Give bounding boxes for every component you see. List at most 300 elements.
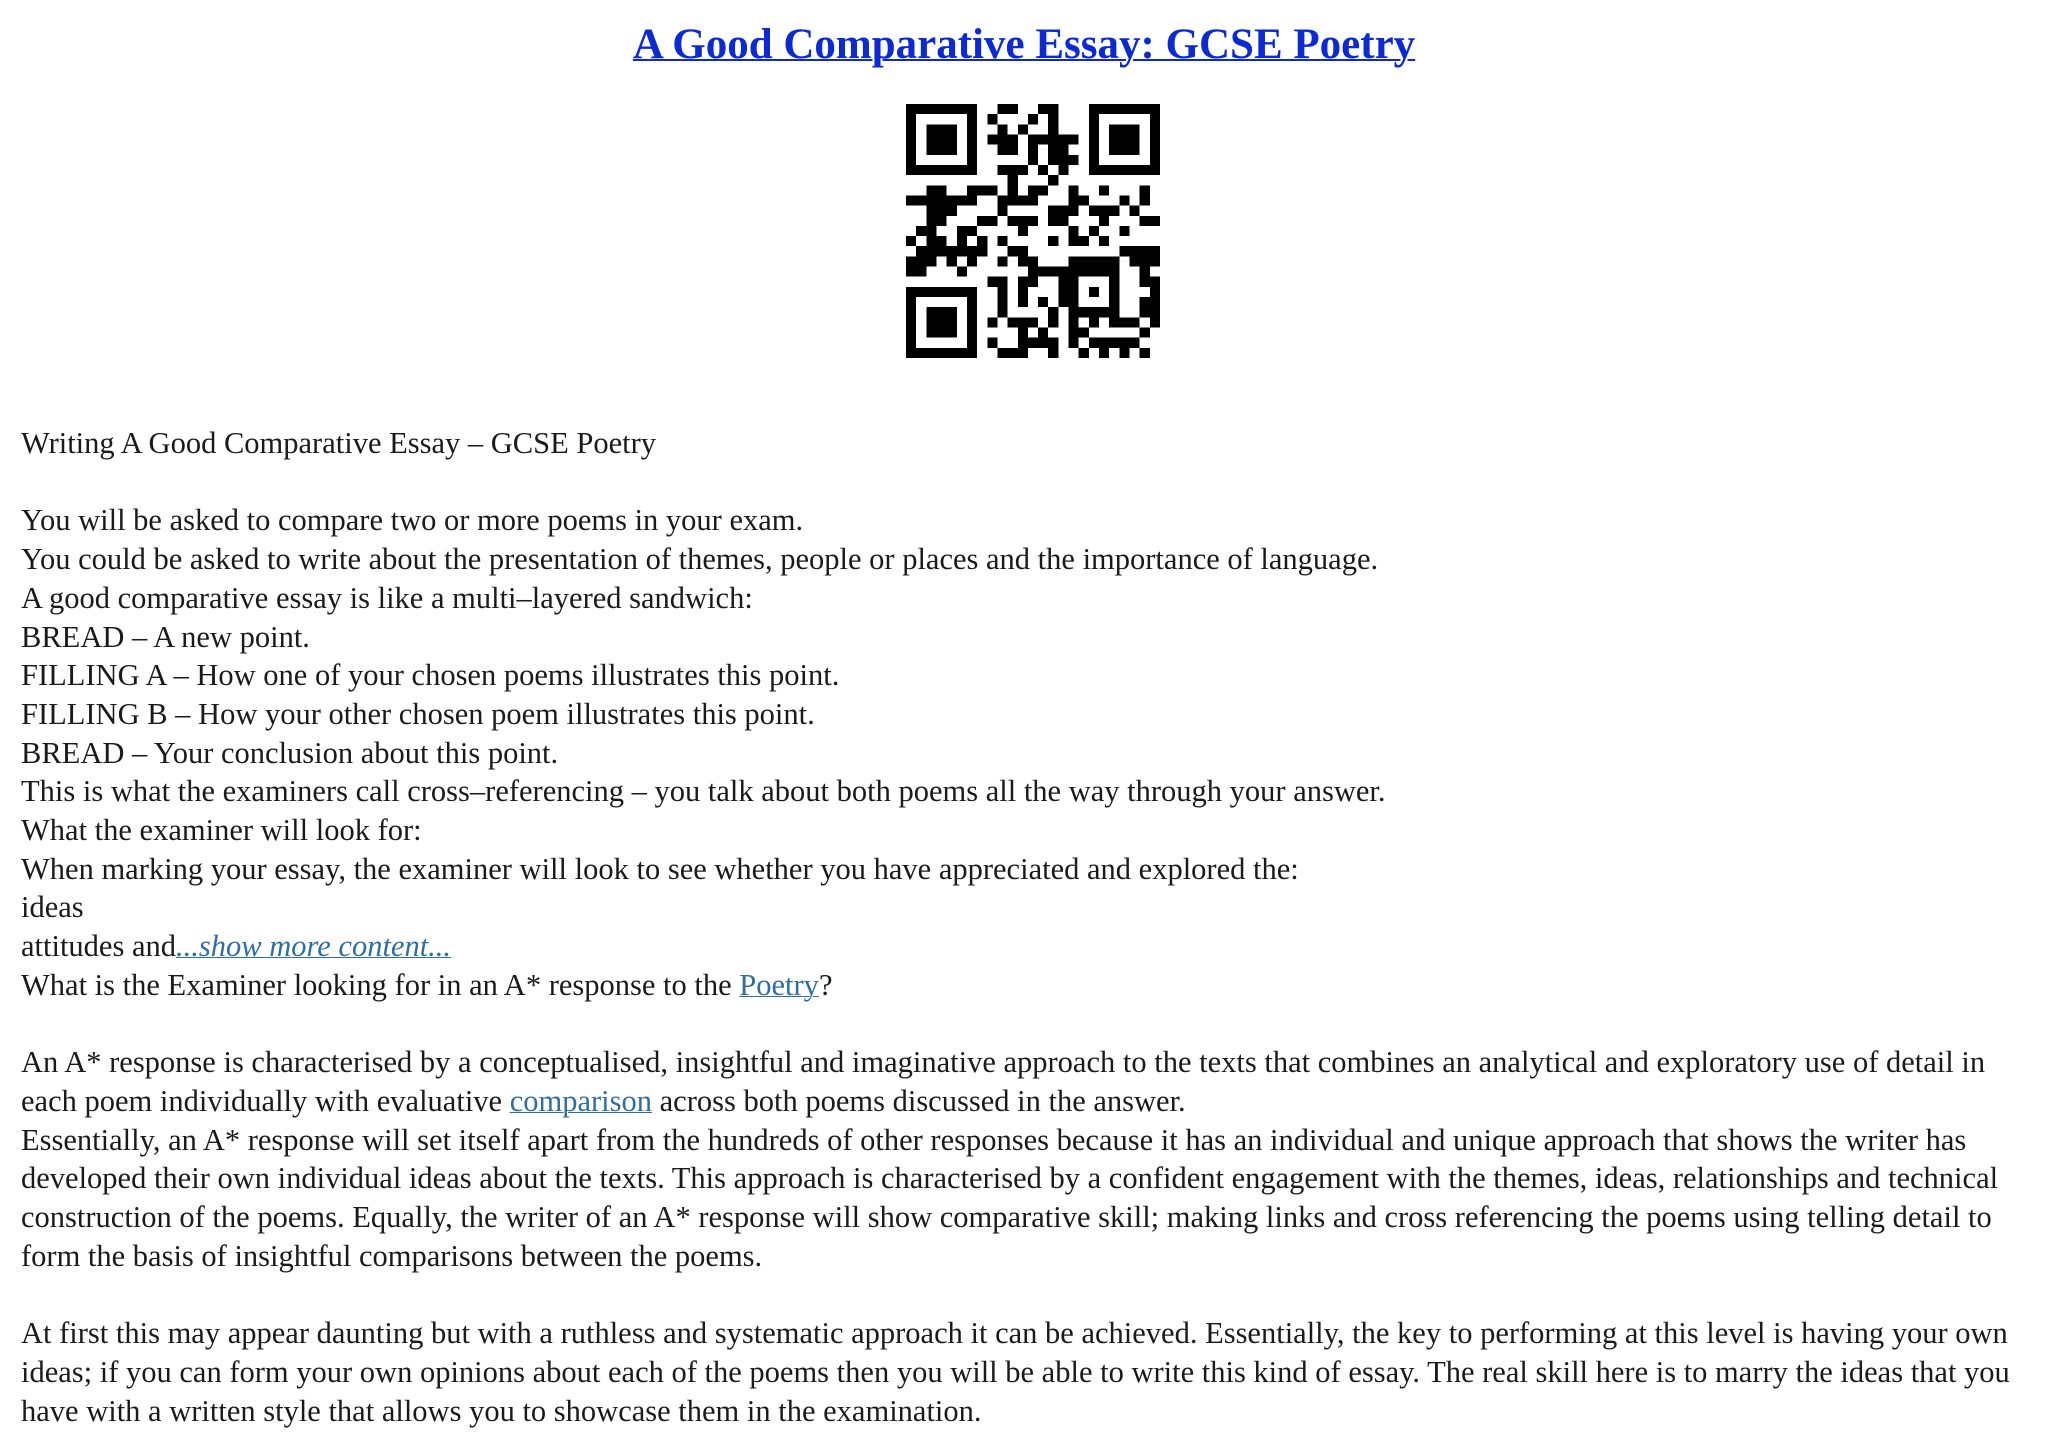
qr-module xyxy=(1069,328,1079,338)
qr-module xyxy=(1099,307,1109,317)
qr-module xyxy=(1069,206,1079,216)
qr-module xyxy=(1109,256,1119,266)
qr-module xyxy=(967,134,977,144)
qr-module xyxy=(1150,134,1160,144)
qr-module xyxy=(1109,165,1119,175)
qr-module xyxy=(1018,195,1028,205)
qr-module xyxy=(957,195,967,205)
qr-module xyxy=(906,307,916,317)
qr-module xyxy=(1140,185,1150,195)
qr-module xyxy=(1089,317,1099,327)
qr-module xyxy=(1069,195,1079,205)
qr-module xyxy=(947,206,957,216)
qr-module xyxy=(936,165,946,175)
qr-module xyxy=(1079,267,1089,277)
poetry-link[interactable]: Poetry xyxy=(739,967,819,1002)
qr-module xyxy=(1058,134,1068,144)
qr-module xyxy=(1119,195,1129,205)
qr-module xyxy=(1089,267,1099,277)
qr-module xyxy=(936,195,946,205)
qr-module xyxy=(967,195,977,205)
qr-module xyxy=(957,287,967,297)
qr-module xyxy=(906,195,916,205)
qr-module xyxy=(967,226,977,236)
qr-module xyxy=(916,246,926,256)
qr-module xyxy=(936,328,946,338)
qr-module xyxy=(967,104,977,114)
qr-module xyxy=(1140,216,1150,226)
qr-module xyxy=(926,348,936,358)
qr-module xyxy=(1008,185,1018,195)
qr-module xyxy=(1079,348,1089,358)
qr-module xyxy=(1048,317,1058,327)
qr-module xyxy=(1038,338,1048,348)
qr-module xyxy=(1119,246,1129,256)
qr-module xyxy=(1008,348,1018,358)
subheading: Writing A Good Comparative Essay – GCSE Poetry xyxy=(21,426,656,460)
qr-module xyxy=(967,165,977,175)
qr-module xyxy=(1058,206,1068,216)
qr-module xyxy=(1089,256,1099,266)
qr-module xyxy=(997,287,1007,297)
qr-module xyxy=(1048,145,1058,155)
qr-module xyxy=(906,287,916,297)
qr-module xyxy=(1089,307,1099,317)
qr-module xyxy=(1008,165,1018,175)
qr-module xyxy=(957,348,967,358)
qr-module xyxy=(997,277,1007,287)
qr-module xyxy=(987,277,997,287)
qr-module xyxy=(1119,124,1129,134)
qr-module xyxy=(1069,155,1079,165)
qr-module xyxy=(977,236,987,246)
qr-module xyxy=(1089,134,1099,144)
qr-module xyxy=(997,256,1007,266)
qr-module xyxy=(1058,267,1068,277)
question-text: What is the Examiner looking for in an A* response to the xyxy=(21,967,740,1002)
qr-module xyxy=(947,145,957,155)
qr-module xyxy=(1018,246,1028,256)
qr-module xyxy=(1099,206,1109,216)
body-line: FILLING A – How one of your chosen poems illustrates this point. xyxy=(21,658,840,693)
qr-module xyxy=(1150,246,1160,256)
attitudes-text: attitudes and xyxy=(21,929,177,964)
qr-module xyxy=(906,114,916,124)
qr-module xyxy=(1028,145,1038,155)
qr-module xyxy=(916,104,926,114)
qr-module xyxy=(1018,297,1028,307)
qr-module xyxy=(1140,104,1150,114)
qr-module xyxy=(1008,195,1018,205)
body-line: BREAD – A new point. xyxy=(21,619,310,654)
qr-module xyxy=(1140,195,1150,205)
qr-module xyxy=(1099,338,1109,348)
qr-module xyxy=(1109,287,1119,297)
qr-module xyxy=(1028,114,1038,124)
spacer xyxy=(21,463,2021,502)
qr-module xyxy=(967,145,977,155)
qr-module xyxy=(1008,145,1018,155)
qr-module xyxy=(1028,216,1038,226)
qr-module xyxy=(1018,348,1028,358)
qr-module xyxy=(906,256,916,266)
qr-module xyxy=(1079,256,1089,266)
qr-module xyxy=(1048,307,1058,317)
qr-module xyxy=(1028,338,1038,348)
qr-module xyxy=(947,348,957,358)
qr-module xyxy=(1150,317,1160,327)
qr-module xyxy=(1038,328,1048,338)
body-line: You will be asked to compare two or more poems in your exam. xyxy=(21,503,804,538)
qr-module xyxy=(1048,206,1058,216)
qr-module xyxy=(1119,134,1129,144)
qr-module xyxy=(1089,287,1099,297)
qr-module xyxy=(1058,297,1068,307)
qr-module xyxy=(1130,338,1140,348)
qr-module xyxy=(926,226,936,236)
qr-module xyxy=(1150,307,1160,317)
qr-module xyxy=(1048,124,1058,134)
qr-module xyxy=(1079,307,1089,317)
qr-module xyxy=(967,246,977,256)
qr-module xyxy=(1140,297,1150,307)
qr-module xyxy=(1099,165,1109,175)
qr-module xyxy=(1048,216,1058,226)
qr-module xyxy=(987,114,997,124)
body-line: You could be asked to write about the presentation of themes, people or places and the importance of language. xyxy=(21,542,1379,577)
qr-module xyxy=(926,185,936,195)
qr-module xyxy=(936,124,946,134)
qr-module xyxy=(1048,236,1058,246)
qr-module xyxy=(1069,297,1079,307)
qr-module xyxy=(967,124,977,134)
qr-module xyxy=(1028,185,1038,195)
qr-module xyxy=(1119,338,1129,348)
qr-module xyxy=(967,287,977,297)
qr-module xyxy=(1109,267,1119,277)
body-line: A good comparative essay is like a multi–layered sandwich: xyxy=(21,580,753,615)
qr-module xyxy=(1150,277,1160,287)
qr-module xyxy=(997,348,1007,358)
qr-module xyxy=(997,145,1007,155)
qr-module xyxy=(1099,236,1109,246)
qr-module xyxy=(977,246,987,256)
qr-module xyxy=(936,246,946,256)
qr-module xyxy=(1028,277,1038,287)
qr-module xyxy=(957,236,967,246)
qr-module xyxy=(967,256,977,266)
qr-module xyxy=(1099,216,1109,226)
qr-module xyxy=(1069,267,1079,277)
qr-module xyxy=(1038,104,1048,114)
qr-module xyxy=(926,328,936,338)
qr-module xyxy=(936,104,946,114)
qr-module xyxy=(967,297,977,307)
qr-module xyxy=(987,185,997,195)
attitudes-line xyxy=(21,927,2021,966)
qr-module xyxy=(926,165,936,175)
qr-module xyxy=(936,317,946,327)
qr-module xyxy=(1018,328,1028,338)
qr-module xyxy=(967,328,977,338)
qr-module xyxy=(906,236,916,246)
qr-module xyxy=(1140,165,1150,175)
qr-module xyxy=(1150,216,1160,226)
qr-module xyxy=(1150,155,1160,165)
qr-module xyxy=(1150,256,1160,266)
qr-module xyxy=(967,348,977,358)
qr-module xyxy=(926,317,936,327)
qr-module xyxy=(1069,307,1079,317)
qr-module xyxy=(1089,145,1099,155)
qr-module xyxy=(926,134,936,144)
qr-module xyxy=(916,267,926,277)
paragraph-daunting: At first this may appear daunting but with a ruthless and systematic approach it can be achieved. Essentially, the key to performing at this level is having your own ideas; if you can form your own opinions about each of the poems then you will be able to write this kind of essay. The real skill here is to marry the ideas that you have with a written style that allows you to showcase them in the examination. xyxy=(21,1316,2010,1428)
qr-module xyxy=(906,165,916,175)
qr-module xyxy=(1038,165,1048,175)
qr-module xyxy=(906,145,916,155)
qr-module xyxy=(1150,297,1160,307)
qr-module xyxy=(1099,185,1109,195)
qr-module xyxy=(947,328,957,338)
qr-module xyxy=(1069,338,1079,348)
qr-module xyxy=(1130,256,1140,266)
qr-module xyxy=(987,134,997,144)
qr-module xyxy=(1018,287,1028,297)
qr-module xyxy=(1130,317,1140,327)
comparison-link[interactable]: comparison xyxy=(509,1083,653,1118)
qr-module xyxy=(967,185,977,195)
qr-module xyxy=(1048,155,1058,165)
qr-module xyxy=(936,216,946,226)
qr-module xyxy=(1119,104,1129,114)
qr-module xyxy=(1130,165,1140,175)
qr-module xyxy=(1079,236,1089,246)
qr-module xyxy=(1099,256,1109,266)
qr-module xyxy=(957,104,967,114)
qr-module xyxy=(1109,338,1119,348)
qr-module xyxy=(926,246,936,256)
qr-module xyxy=(1109,317,1119,327)
qr-module xyxy=(1119,165,1129,175)
qr-module xyxy=(1109,297,1119,307)
qr-module xyxy=(926,104,936,114)
qr-module xyxy=(1048,134,1058,144)
title-link[interactable]: A Good Comparative Essay: GCSE Poetry xyxy=(632,21,1416,68)
qr-module xyxy=(1048,267,1058,277)
qr-module xyxy=(1109,145,1119,155)
qr-module xyxy=(947,307,957,317)
qr-module xyxy=(1150,114,1160,124)
qr-module xyxy=(967,155,977,165)
qr-module xyxy=(957,246,967,256)
qr-module xyxy=(1069,134,1079,144)
qr-module xyxy=(967,307,977,317)
qr-module xyxy=(997,206,1007,216)
qr-module xyxy=(906,328,916,338)
qr-module xyxy=(1018,216,1028,226)
qr-module xyxy=(1089,114,1099,124)
qr-module xyxy=(1119,226,1129,236)
qr-module xyxy=(1008,216,1018,226)
qr-module xyxy=(1119,348,1129,358)
qr-module xyxy=(1119,145,1129,155)
qr-module xyxy=(906,134,916,144)
qr-module xyxy=(906,317,916,327)
qr-module xyxy=(1018,338,1028,348)
qr-module xyxy=(1089,155,1099,165)
qr-module xyxy=(926,124,936,134)
qr-module xyxy=(906,155,916,165)
qr-module xyxy=(1008,104,1018,114)
qr-module xyxy=(1028,155,1038,165)
qr-module xyxy=(957,267,967,277)
qr-module xyxy=(1069,287,1079,297)
paragraph-text: An A* response is characterised by a conceptualised, insightful and imaginative approach to the texts that combines an analytical and exploratory use of detail in each poem individually with evaluative xyxy=(21,1045,1986,1118)
body-line: ideas xyxy=(21,890,84,925)
qr-module xyxy=(1038,134,1048,144)
body-line: BREAD – Your conclusion about this point. xyxy=(21,735,559,770)
qr-module xyxy=(1058,216,1068,226)
qr-module xyxy=(1150,104,1160,114)
qr-module xyxy=(1150,287,1160,297)
qr-module xyxy=(977,185,987,195)
body-line: When marking your essay, the examiner will look to see whether you have appreciated and explored the: xyxy=(21,851,1299,886)
qr-module xyxy=(926,195,936,205)
paragraph-set-apart: Essentially, an A* response will set itself apart from the hundreds of other responses because it has an individual and unique approach that shows the writer has developed their own individual ideas about the texts. This approach is characterised by a confident engagement with the themes, ideas, relationships and technical construction of the poems. Equally, the writer of an A* response will show comparative skill; making links and cross referencing the poems using telling detail to form the basis of insightful comparisons between the poems. xyxy=(21,1122,1999,1273)
qr-module xyxy=(997,307,1007,317)
qr-module xyxy=(1150,165,1160,175)
qr-module xyxy=(947,287,957,297)
document-title xyxy=(0,18,2048,72)
qr-module xyxy=(906,124,916,134)
qr-module xyxy=(1089,206,1099,216)
qr-module xyxy=(906,104,916,114)
qr-module xyxy=(1058,155,1068,165)
spacer xyxy=(21,1005,2021,1044)
qr-module xyxy=(1089,338,1099,348)
qr-module xyxy=(1150,124,1160,134)
qr-module xyxy=(1140,277,1150,287)
qr-module xyxy=(1140,256,1150,266)
qr-module xyxy=(947,256,957,266)
qr-module xyxy=(1058,287,1068,297)
qr-module xyxy=(1008,317,1018,327)
qr-module xyxy=(1028,134,1038,144)
qr-module xyxy=(1079,328,1089,338)
qr-module xyxy=(916,287,926,297)
qr-module xyxy=(1069,277,1079,287)
qr-module xyxy=(1109,134,1119,144)
qr-module xyxy=(1069,185,1079,195)
qr-module xyxy=(1130,145,1140,155)
qr-module xyxy=(1048,104,1058,114)
show-more-link[interactable]: ...show more content... xyxy=(176,929,452,964)
qr-module xyxy=(1089,124,1099,134)
qr-module xyxy=(1069,226,1079,236)
question-line xyxy=(21,966,2021,1005)
qr-module xyxy=(1130,104,1140,114)
qr-module xyxy=(947,317,957,327)
qr-module xyxy=(1109,104,1119,114)
qr-module xyxy=(1140,307,1150,317)
qr-module xyxy=(947,165,957,175)
qr-module xyxy=(1130,124,1140,134)
qr-module xyxy=(1058,277,1068,287)
qr-module xyxy=(1038,267,1048,277)
qr-module xyxy=(1058,145,1068,155)
qr-module xyxy=(926,216,936,226)
qr-module xyxy=(1099,267,1109,277)
qr-module xyxy=(1048,348,1058,358)
qr-module xyxy=(1028,256,1038,266)
qr-module xyxy=(916,226,926,236)
qr-module xyxy=(1130,134,1140,144)
qr-module xyxy=(1150,145,1160,155)
qr-module xyxy=(936,206,946,216)
qr-module xyxy=(926,236,936,246)
qr-module xyxy=(936,236,946,246)
qr-module xyxy=(947,246,957,256)
qr-module xyxy=(947,134,957,144)
qr-module xyxy=(1130,246,1140,256)
qr-module xyxy=(1130,206,1140,216)
qr-module xyxy=(997,236,1007,246)
body-line: FILLING B – How your other chosen poem illustrates this point. xyxy=(21,696,815,731)
qr-module xyxy=(1028,267,1038,277)
qr-module xyxy=(1089,165,1099,175)
qr-module xyxy=(1018,226,1028,236)
qr-module xyxy=(1109,124,1119,134)
qr-module xyxy=(916,256,926,266)
qr-module xyxy=(987,317,997,327)
qr-module xyxy=(997,297,1007,307)
qr-module xyxy=(947,124,957,134)
qr-module xyxy=(906,338,916,348)
qr-module xyxy=(1018,317,1028,327)
qr-module xyxy=(1140,348,1150,358)
qr-module xyxy=(987,216,997,226)
qr-module xyxy=(957,226,967,236)
qr-module xyxy=(1038,185,1048,195)
qr-module xyxy=(1140,246,1150,256)
qr-module xyxy=(926,307,936,317)
qr-module xyxy=(936,287,946,297)
paragraph-astar-response xyxy=(21,1043,2021,1120)
document-body xyxy=(21,424,2021,1430)
qr-module xyxy=(1109,307,1119,317)
qr-module xyxy=(967,317,977,327)
qr-module xyxy=(936,307,946,317)
qr-module xyxy=(997,195,1007,205)
qr-module xyxy=(1140,267,1150,277)
qr-module xyxy=(1109,206,1119,216)
qr-module xyxy=(967,338,977,348)
qr-module xyxy=(916,348,926,358)
qr-module xyxy=(1008,134,1018,144)
spacer xyxy=(21,1275,2021,1314)
question-mark: ? xyxy=(818,967,833,1002)
qr-module xyxy=(1109,277,1119,287)
qr-module xyxy=(936,134,946,144)
qr-module xyxy=(997,134,1007,144)
qr-module xyxy=(936,185,946,195)
qr-module xyxy=(1099,348,1109,358)
qr-module xyxy=(1079,195,1089,205)
qr-module xyxy=(1028,195,1038,205)
qr-module xyxy=(997,124,1007,134)
qr-module xyxy=(1028,317,1038,327)
